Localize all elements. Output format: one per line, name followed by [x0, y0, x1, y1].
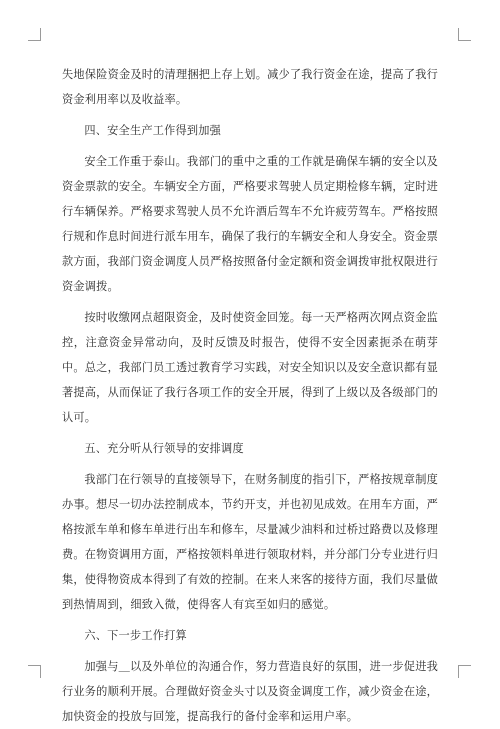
paragraph-fund-collection: 按时收缴网点超限资金，及时使资金回笼。每一天严格两次网点资金监控，注意资金异常动向，及时反馈及时报告，使得不安全因素扼杀在萌芽中。总之，我部门员工透过教育学习实践，对安全知识以及安全意识都有显著提高，从而保证了我行各项工作的安全开展，得到了上级以及各级部门的认可。 — [62, 311, 438, 424]
crop-mark-top-left — [28, 28, 41, 41]
crop-mark-bottom-left — [28, 665, 41, 678]
section-heading-five: 五、充分听从行领导的安排调度 — [84, 442, 244, 455]
paragraph-leadership-dispatch: 我部门在行领导的直接领导下，在财务制度的指引下，严格按规章制度办事。想尽一切办法控制成本，节约开支，并也初见成效。在用车方面，严格按派车单和修车单进行出车和修车，尽量减少油料和过桥过路费以及修理费。在物资调用方面，严格按领料单进行领取材料，并分部门分专业进行归集，使得物资成本得到了有效的控制。在来人来客的接待方面，我们尽量做到热情周到，细致入微，使得客人有宾至如归的感觉。 — [62, 473, 438, 611]
paragraph-next-steps: 加强与＿以及外单位的沟通合作，努力营造良好的氛围，进一步促进我行业务的顺利开展。合理做好资金头寸以及资金调度工作，减少资金在途，加快资金的投放与回笼，提高我行的备付金率和运用户率。 — [62, 660, 438, 723]
document-body — [62, 62, 438, 729]
section-heading-four: 四、安全生产工作得到加强 — [84, 124, 222, 137]
paragraph-safety-work: 安全工作重于泰山。我部门的重中之重的工作就是确保车辆的安全以及资金票款的安全。车辆安全方面，严格要求驾驶人员定期检修车辆，定时进行车辆保养。严格要求驾驶人员不允许酒后驾车不允许疲劳驾车。严格按照行规和作息时间进行派车用车，确保了我行的车辆安全和人身安全。资金票款方面，我部门资金调度人员严格按照备付金定额和资金调拨审批权限进行资金调拨。 — [62, 155, 438, 293]
crop-mark-top-right — [458, 28, 471, 41]
section-heading-six: 六、下一步工作打算 — [84, 629, 187, 642]
crop-mark-bottom-right — [458, 665, 471, 678]
paragraph-continued: 失地保险资金及时的清理捆把上存上划。减少了我行资金在途，提高了我行资金利用率以及收益率。 — [62, 68, 438, 106]
